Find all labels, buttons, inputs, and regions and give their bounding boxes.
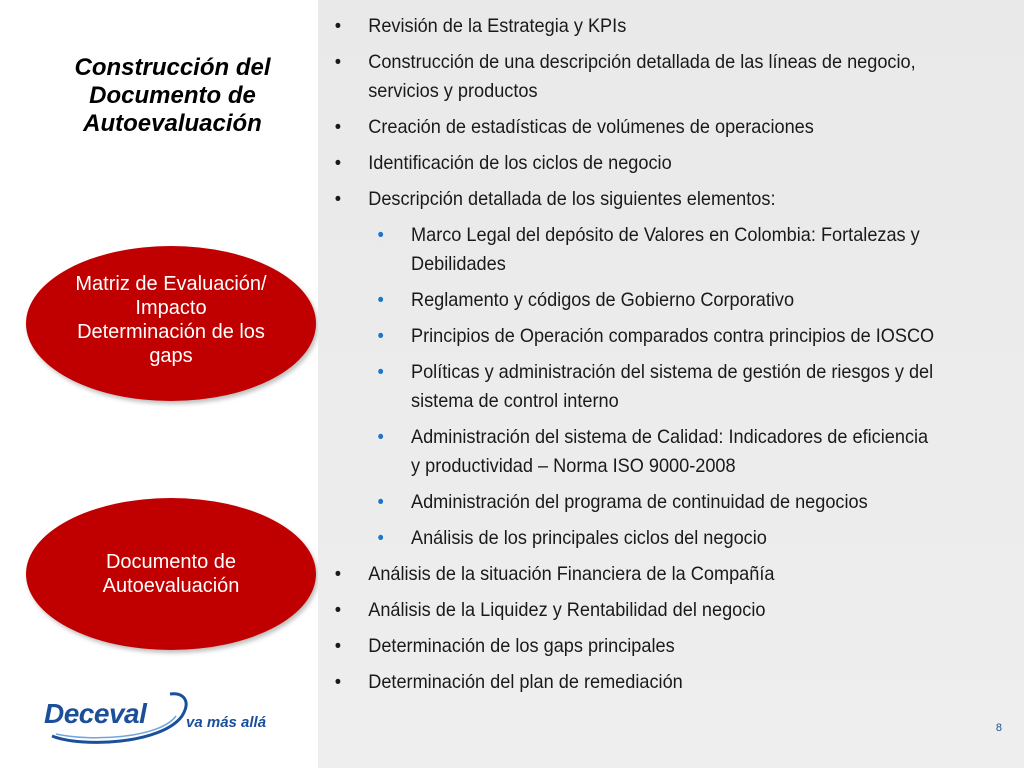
bullet-text: Identificación de los ciclos de negocio bbox=[368, 152, 672, 174]
bullet-dot-icon: • bbox=[377, 325, 384, 347]
bullet-text: Políticas y administración del sistema de gestión de riesgos y del sistema de control interno bbox=[411, 361, 934, 412]
sub-bullet-item bbox=[318, 286, 950, 315]
bullet-text: Análisis de la Liquidez y Rentabilidad del negocio bbox=[368, 599, 766, 621]
sub-bullet-item bbox=[318, 358, 950, 416]
bullet-dot-icon: • bbox=[377, 527, 384, 549]
bullet-dot-icon: • bbox=[334, 116, 342, 138]
sub-bullet-item bbox=[318, 524, 950, 553]
bullet-dot-icon: • bbox=[334, 15, 342, 37]
bullet-text: Determinación de los gaps principales bbox=[368, 635, 675, 657]
slide-title: Construcción del Documento de Autoevaluación bbox=[74, 54, 271, 137]
bullet-item bbox=[318, 560, 950, 589]
bullet-text: Administración del sistema de Calidad: Indicadores de eficiencia y productividad – Norma ISO 9000-2008 bbox=[411, 426, 929, 477]
bullet-list bbox=[318, 12, 1024, 704]
bullet-dot-icon: • bbox=[334, 671, 342, 693]
bullet-dot-icon: • bbox=[377, 426, 384, 448]
bullet-text: Descripción detallada de los siguientes elementos: bbox=[368, 188, 776, 210]
bullet-text: Marco Legal del depósito de Valores en Colombia: Fortalezas y Debilidades bbox=[411, 224, 920, 275]
bullet-dot-icon: • bbox=[334, 563, 342, 585]
ellipse-self-assessment-document bbox=[26, 498, 316, 650]
bullet-item bbox=[318, 113, 950, 142]
bullet-text: Análisis de la situación Financiera de la Compañía bbox=[368, 563, 775, 585]
page-number: 8 bbox=[995, 722, 1002, 734]
bullet-dot-icon: • bbox=[334, 188, 342, 210]
bullet-dot-icon: • bbox=[334, 599, 342, 621]
sub-bullet-item bbox=[318, 322, 950, 351]
bullet-item bbox=[318, 48, 950, 106]
bullet-dot-icon: • bbox=[377, 289, 384, 311]
bullet-item bbox=[318, 632, 950, 661]
bullet-text: Reglamento y códigos de Gobierno Corporativo bbox=[411, 289, 795, 311]
bullet-text: Principios de Operación comparados contra principios de IOSCO bbox=[411, 325, 935, 347]
logo-wordmark: Deceval bbox=[44, 698, 147, 729]
bullet-dot-icon: • bbox=[377, 491, 384, 513]
bullet-item bbox=[318, 12, 950, 41]
ellipse-evaluation-matrix bbox=[26, 246, 316, 401]
bullet-text: Determinación del plan de remediación bbox=[368, 671, 683, 693]
bullet-item bbox=[318, 149, 950, 178]
ellipse-label: Matriz de Evaluación/ Impacto Determinación de los gaps bbox=[75, 272, 267, 367]
deceval-logo bbox=[42, 686, 282, 744]
bullet-dot-icon: • bbox=[377, 224, 384, 246]
bullet-text: Administración del programa de continuidad de negocios bbox=[411, 491, 868, 513]
bullet-item bbox=[318, 596, 950, 625]
logo-tagline: va más allá bbox=[186, 714, 267, 731]
bullet-dot-icon: • bbox=[334, 51, 342, 73]
bullet-text: Creación de estadísticas de volúmenes de operaciones bbox=[368, 116, 814, 138]
bullet-text: Análisis de los principales ciclos del negocio bbox=[411, 527, 767, 549]
bullet-text: Revisión de la Estrategia y KPIs bbox=[368, 15, 627, 37]
content-panel bbox=[318, 0, 1024, 768]
bullet-dot-icon: • bbox=[334, 635, 342, 657]
bullet-text: Construcción de una descripción detallada de las líneas de negocio, servicios y productos bbox=[368, 51, 916, 102]
sub-bullet-item bbox=[318, 423, 950, 481]
ellipse-label: Documento de Autoevaluación bbox=[102, 551, 240, 597]
bullet-dot-icon: • bbox=[377, 361, 384, 383]
sub-bullet-item bbox=[318, 488, 950, 517]
sub-bullet-item bbox=[318, 221, 950, 279]
bullet-dot-icon: • bbox=[334, 152, 342, 174]
bullet-item bbox=[318, 668, 950, 697]
bullet-item bbox=[318, 185, 950, 214]
